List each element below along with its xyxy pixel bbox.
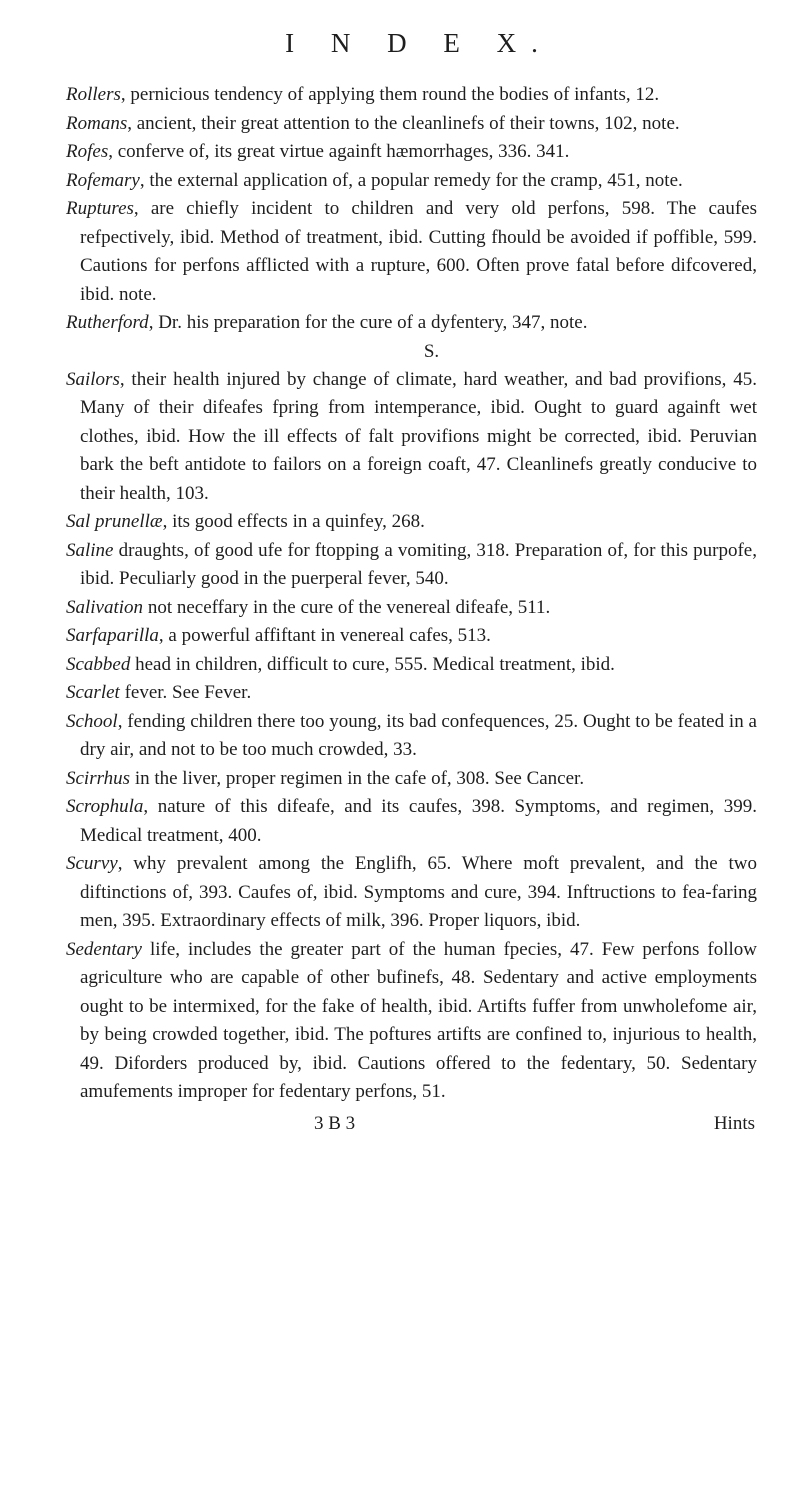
entry-text: , their health injured by change of climate, hard weather, and bad provifions, 45. Many of their difeafes fpring from intemperance, ibid. Ought to guard againft wet clothes, ibid. How the ill effects of falt provifions might be corrected, ibid. Peruvian bark the beft antidote to failors on a foreign coaft, 47. Cleanlinefs greatly conducive to their health, 103. xyxy=(80,368,757,504)
section-letter: S. xyxy=(423,340,440,362)
entry-text: , ancient, their great attention to the cleanlinefs of their towns, 102, note. xyxy=(127,112,680,134)
entry-term: Ruptures xyxy=(66,198,134,219)
entry-text: life, includes the greater part of the human fpecies, 47. Few perfons follow agriculture who are capable of other bufinefs, 48. Sedentary and active employments ought to be intermixed, for the fake of health, ibid. Artifts fuffer from unwholefome air, by being crowded together, ibid. The poftures artifts are confined to, injurious to health, 49. Diforders produced by, ibid. Cautions offered to the fedentary, 50. Sedentary amufements improper for fedentary perfons, 51. xyxy=(80,938,757,1102)
entry-text: in the liver, proper regimen in the cafe of, 308. See Cancer. xyxy=(130,767,585,789)
entry-term: Romans xyxy=(66,112,128,134)
index-entry xyxy=(66,537,757,594)
entry-term: Scirrhus xyxy=(66,767,131,789)
index-entry xyxy=(66,594,757,623)
entry-term: Sailors xyxy=(66,368,120,390)
entry-text: , the external application of, a popular remedy for the cramp, 451, note. xyxy=(139,169,683,191)
index-entry xyxy=(66,508,757,537)
entry-text: , fending children there too young, its bad confequences, 25. Ought to be feated in a dry air, and not to be too much crowded, 33. xyxy=(80,710,757,760)
entry-term: Sal prunellæ xyxy=(66,511,163,532)
index-entry xyxy=(66,195,757,309)
entry-text: fever. See Fever. xyxy=(119,682,252,703)
entry-term: Rofes xyxy=(66,141,109,162)
entry-text: head in children, difficult to cure, 555. Medical treatment, ibid. xyxy=(130,653,615,675)
entry-term: Scurvy xyxy=(66,853,118,874)
entry-text: , nature of this difeafe, and its caufes, 398. Symptoms, and regimen, 399. Medical treatment, 400. xyxy=(80,796,757,846)
index-entry xyxy=(66,167,757,196)
index-entry xyxy=(66,138,757,167)
signature-mark: 3 B 3 xyxy=(314,1112,356,1134)
entry-term: Rofemary xyxy=(66,169,140,191)
entry-text: , why prevalent among the Englifh, 65. Where moft prevalent, and the two diftinctions of, 393. Caufes of, ibid. Symptoms and cure, 394. Inftructions to fea-faring men, 395. Extraordinary effects of milk, 396. Proper liquors, ibid. xyxy=(80,853,757,931)
index-entry xyxy=(66,366,757,509)
page-footer xyxy=(66,1111,757,1137)
entry-text: , conferve of, its great virtue againft hæmorrhages, 336. 341. xyxy=(108,141,570,162)
entry-term: Rollers xyxy=(66,84,121,105)
entry-text: not neceffary in the cure of the venereal difeafe, 511. xyxy=(143,596,551,618)
entry-term: Salivation xyxy=(66,596,144,618)
index-entries-r xyxy=(66,81,757,338)
index-entry xyxy=(66,850,757,936)
index-entry xyxy=(66,679,757,708)
index-entry xyxy=(66,110,757,139)
entry-term: Scrophula xyxy=(66,796,144,817)
entry-term: Sarfaparilla xyxy=(66,625,159,646)
index-entry xyxy=(66,708,757,765)
entry-text: , Dr. his preparation for the cure of a dyfentery, 347, note. xyxy=(148,312,588,333)
entry-text: , its good effects in a quinfey, 268. xyxy=(162,511,425,532)
entry-text: , pernicious tendency of applying them round the bodies of infants, 12. xyxy=(120,84,660,105)
index-entries-s xyxy=(66,366,757,1107)
index-entry xyxy=(66,765,757,794)
entry-term: Sedentary xyxy=(66,938,142,960)
entry-text: , are chiefly incident to children and very old perfons, 598. The caufes refpectively, ibid. Method of treatment, ibid. Cutting fhould be avoided if poffible, 599. Cautions for perfons afflicted with a rupture, 600. Often prove fatal before difcovered, ibid. note. xyxy=(80,198,757,305)
entry-text: draughts, of good ufe for ftopping a vomiting, 318. Preparation of, for this purpofe, ibid. Peculiarly good in the puerperal fever, 540. xyxy=(80,539,757,589)
entry-term: Scabbed xyxy=(66,653,131,675)
index-entry xyxy=(66,81,757,110)
entry-text: , a powerful affiftant in venereal cafes, 513. xyxy=(158,625,491,646)
page-heading: I N D E X. xyxy=(285,28,553,58)
entry-term: Saline xyxy=(66,539,114,561)
index-entry xyxy=(66,651,757,680)
catchword: Hints xyxy=(713,1112,755,1134)
index-entry xyxy=(66,622,757,651)
index-entry xyxy=(66,936,757,1107)
entry-term: School xyxy=(66,710,118,732)
entry-term: Rutherford xyxy=(66,312,149,333)
index-entry xyxy=(66,793,757,850)
index-entry xyxy=(66,309,757,338)
entry-term: Scarlet xyxy=(66,682,120,703)
